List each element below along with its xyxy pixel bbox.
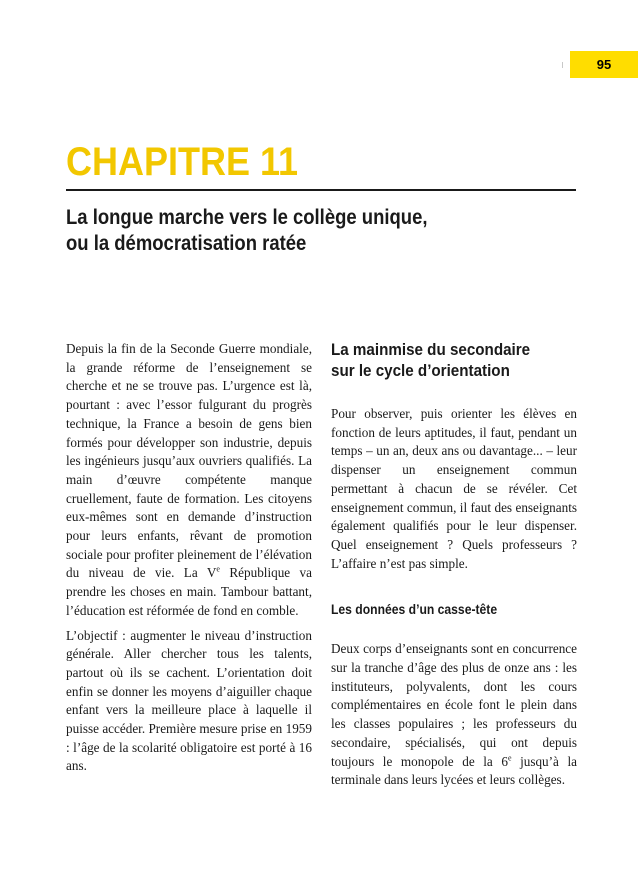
paragraph-text: République va prendre les choses en main. Tambour battant, l’éducation est réformée de fond en comble. — [66, 565, 312, 618]
body-paragraph — [331, 405, 577, 573]
body-paragraph — [66, 627, 312, 777]
section-heading — [331, 340, 579, 382]
left-column — [66, 340, 312, 782]
paragraph-text: jusqu’à la terminale dans leurs lycées et leurs collèges. — [331, 753, 577, 788]
superscript: e — [507, 753, 512, 763]
right-column — [331, 340, 577, 796]
body-paragraph — [66, 340, 312, 621]
body-paragraph — [331, 640, 577, 790]
chapter-title-line: La longue marche vers le collège unique, — [66, 206, 428, 229]
chapter-rule — [66, 189, 576, 191]
chapter-title — [66, 205, 524, 257]
page-number: 95 — [596, 57, 612, 72]
section-heading-line: sur le cycle d’orientation — [331, 362, 510, 380]
subsection-heading: Les données d’un casse-tête — [331, 602, 498, 618]
paragraph-text: Pour observer, puis orienter les élèves en fonction de leurs aptitudes, il faut, pendant un temps – un an, deux ans ou davantage... – leur dispenser un enseignement commun permettant à chacun de se révéler. Cet enseignement commun, il faut des enseignants également qualifiés pour le leur dispenser. Quel enseignement ? Quels professeurs ? L’affaire n’est pas simple. — [331, 406, 577, 571]
paragraph-text: L’objectif : augmenter le niveau d’instruction générale. Aller chercher tous les talents, partout où ils se cachent. L’orientation doit enfin se donner les moyens d’aiguiller chaque enfant vers la meilleure place à laquelle il puisse accéder. Première mesure prise en 1959 : l’âge de la scolarité obligatoire est porté à 16 ans. — [66, 627, 312, 774]
chapter-label: CHAPITRE 11 — [66, 140, 299, 184]
superscript: e — [216, 565, 220, 575]
page-tab-tick — [562, 62, 563, 68]
page-number-tab — [570, 51, 638, 78]
paragraph-text: Depuis la fin de la Seconde Guerre mondiale, la grande réforme de l’enseignement se cherche et ne se trouve pas. L’urgence est là, pourtant : avec l’essor fulgurant du progrès technique, la France a besoin de gens bien formés pour développer son industrie, depuis les ingénieurs jusqu’aux ouvriers qualifiés. La main d’œuvre compétente manque cruellement, faute de formation. Les citoyens eux-mêmes sont en demande d’instruction pour leurs enfants, rêvant de promotion sociale pour profiter pleinement de l’élévation du niveau de vie. La V — [66, 341, 312, 581]
section-heading-line: La mainmise du secondaire — [331, 341, 531, 359]
paragraph-text: Deux corps d’enseignants sont en concurrence sur la tranche d’âge des plus de onze ans : les instituteurs, polyvalents, dont les cours complémentaires en école font le plein dans les classes populaires ; les professeurs du secondaire, spécialisés, qui ont depuis toujours le monopole de la 6 — [331, 641, 577, 769]
chapter-title-line: ou la démocratisation ratée — [66, 232, 307, 255]
